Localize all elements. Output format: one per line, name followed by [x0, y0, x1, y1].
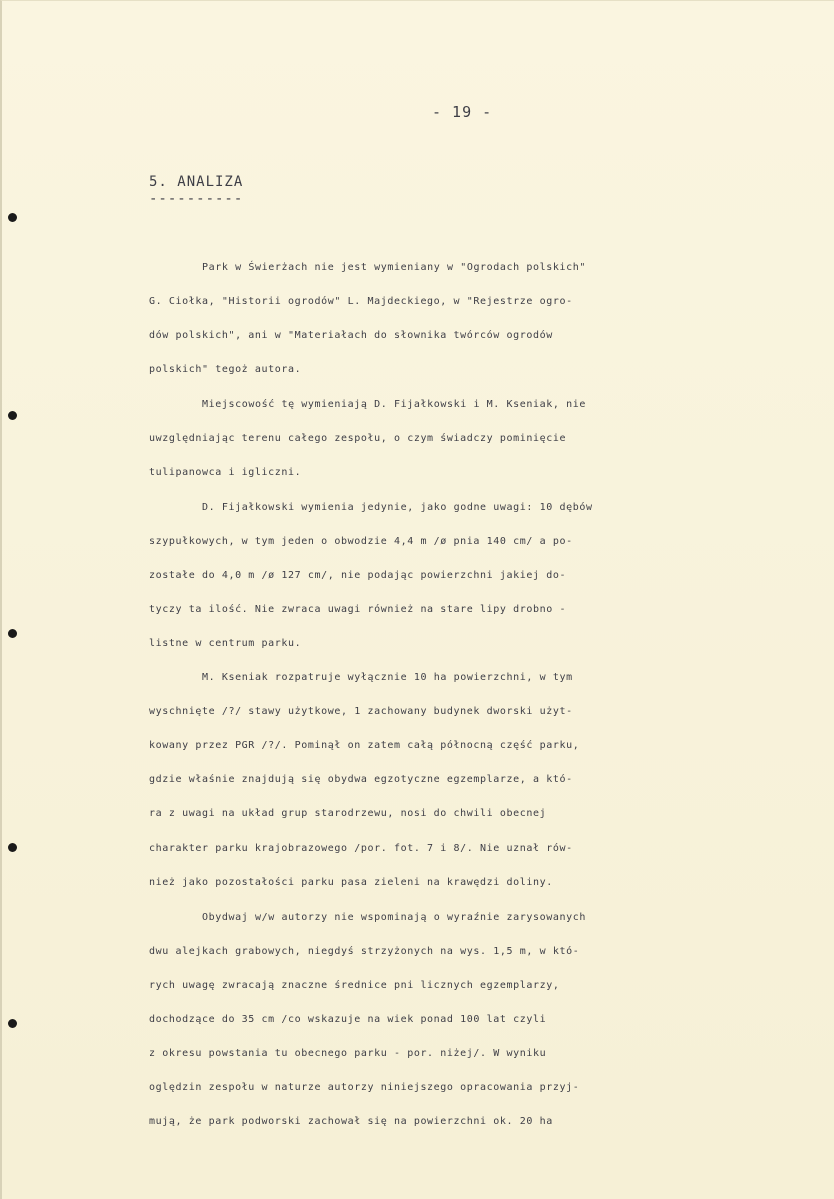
section-heading: 5. ANALIZA [149, 174, 244, 190]
text-line: Obydwaj w/w autorzy nie wspominają o wyraźnie zarysowanych [202, 912, 586, 923]
text-line: listne w centrum parku. [149, 638, 302, 649]
text-line: ra z uwagi na układ grup starodrzewu, nosi do chwili obecnej [149, 808, 547, 819]
text-line: kowany przez PGR /?/. Pominął on zatem całą północną część parku, [149, 740, 580, 751]
punch-hole-icon [8, 629, 17, 638]
text-line: Miejscowość tę wymieniają D. Fijałkowski i M. Kseniak, nie [202, 399, 586, 410]
text-line: M. Kseniak rozpatruje wyłącznie 10 ha powierzchni, w tym [202, 672, 573, 683]
heading-underline: ---------- [149, 191, 244, 207]
text-line: z okresu powstania tu obecnego parku - por. niżej/. W wyniku [149, 1048, 547, 1059]
text-line: tyczy ta ilość. Nie zwraca uwagi również na stare lipy drobno - [149, 604, 567, 615]
text-line: nież jako pozostałości parku pasa zieleni na krawędzi doliny. [149, 877, 553, 888]
text-line: tulipanowca i iglicznі. [149, 467, 302, 478]
text-line: dochodzące do 35 cm /co wskazuje na wiek ponad 100 lat czyli [149, 1014, 547, 1025]
text-line: gdzie właśnie znajdują się obydwa egzotyczne egzemplarze, a któ- [149, 774, 573, 785]
text-line: dów polskich", ani w "Materiałach do słownika twórców ogrodów [149, 330, 553, 341]
page-number: - 19 - [432, 103, 493, 121]
text-line: polskich" tegoż autora. [149, 364, 302, 375]
punch-hole-icon [8, 1019, 17, 1028]
text-line: wyschnięte /?/ stawy użytkowe, 1 zachowany budynek dworski użyt- [149, 706, 573, 717]
text-line: charakter parku krajobrazowego /por. fot. 7 i 8/. Nie uznał rów- [149, 843, 573, 854]
text-line: rych uwagę zwracają znaczne średnice pni licznych egzemplarzy, [149, 980, 560, 991]
text-line: dwu alejkach grabowych, niegdyś strzyżonych na wys. 1,5 m, w któ- [149, 946, 580, 957]
text-line: G. Ciołka, "Historii ogrodów" L. Majdeckiego, w "Rejestrze ogro- [149, 296, 573, 307]
text-line: szypułkowych, w tym jeden o obwodzie 4,4 m /ø pnia 140 cm/ a po- [149, 536, 573, 547]
text-line: zostałe do 4,0 m /ø 127 cm/, nie podając powierzchni jakiej do- [149, 570, 567, 581]
text-line: D. Fijałkowski wymienia jedynie, jako godne uwagi: 10 dębów [202, 502, 593, 513]
text-line: oględzin zespołu w naturze autorzy niniejszego opracowania przyj- [149, 1082, 580, 1093]
punch-hole-icon [8, 213, 17, 222]
punch-hole-icon [8, 411, 17, 420]
punch-hole-icon [8, 843, 17, 852]
text-line: mują, że park podworski zachował się na powierzchni ok. 20 ha [149, 1116, 553, 1127]
text-line: Park w Świerżach nie jest wymieniany w "Ogrodach polskich" [202, 262, 586, 273]
text-line: uwzględniając terenu całego zespołu, o czym świadczy pominięcie [149, 433, 567, 444]
